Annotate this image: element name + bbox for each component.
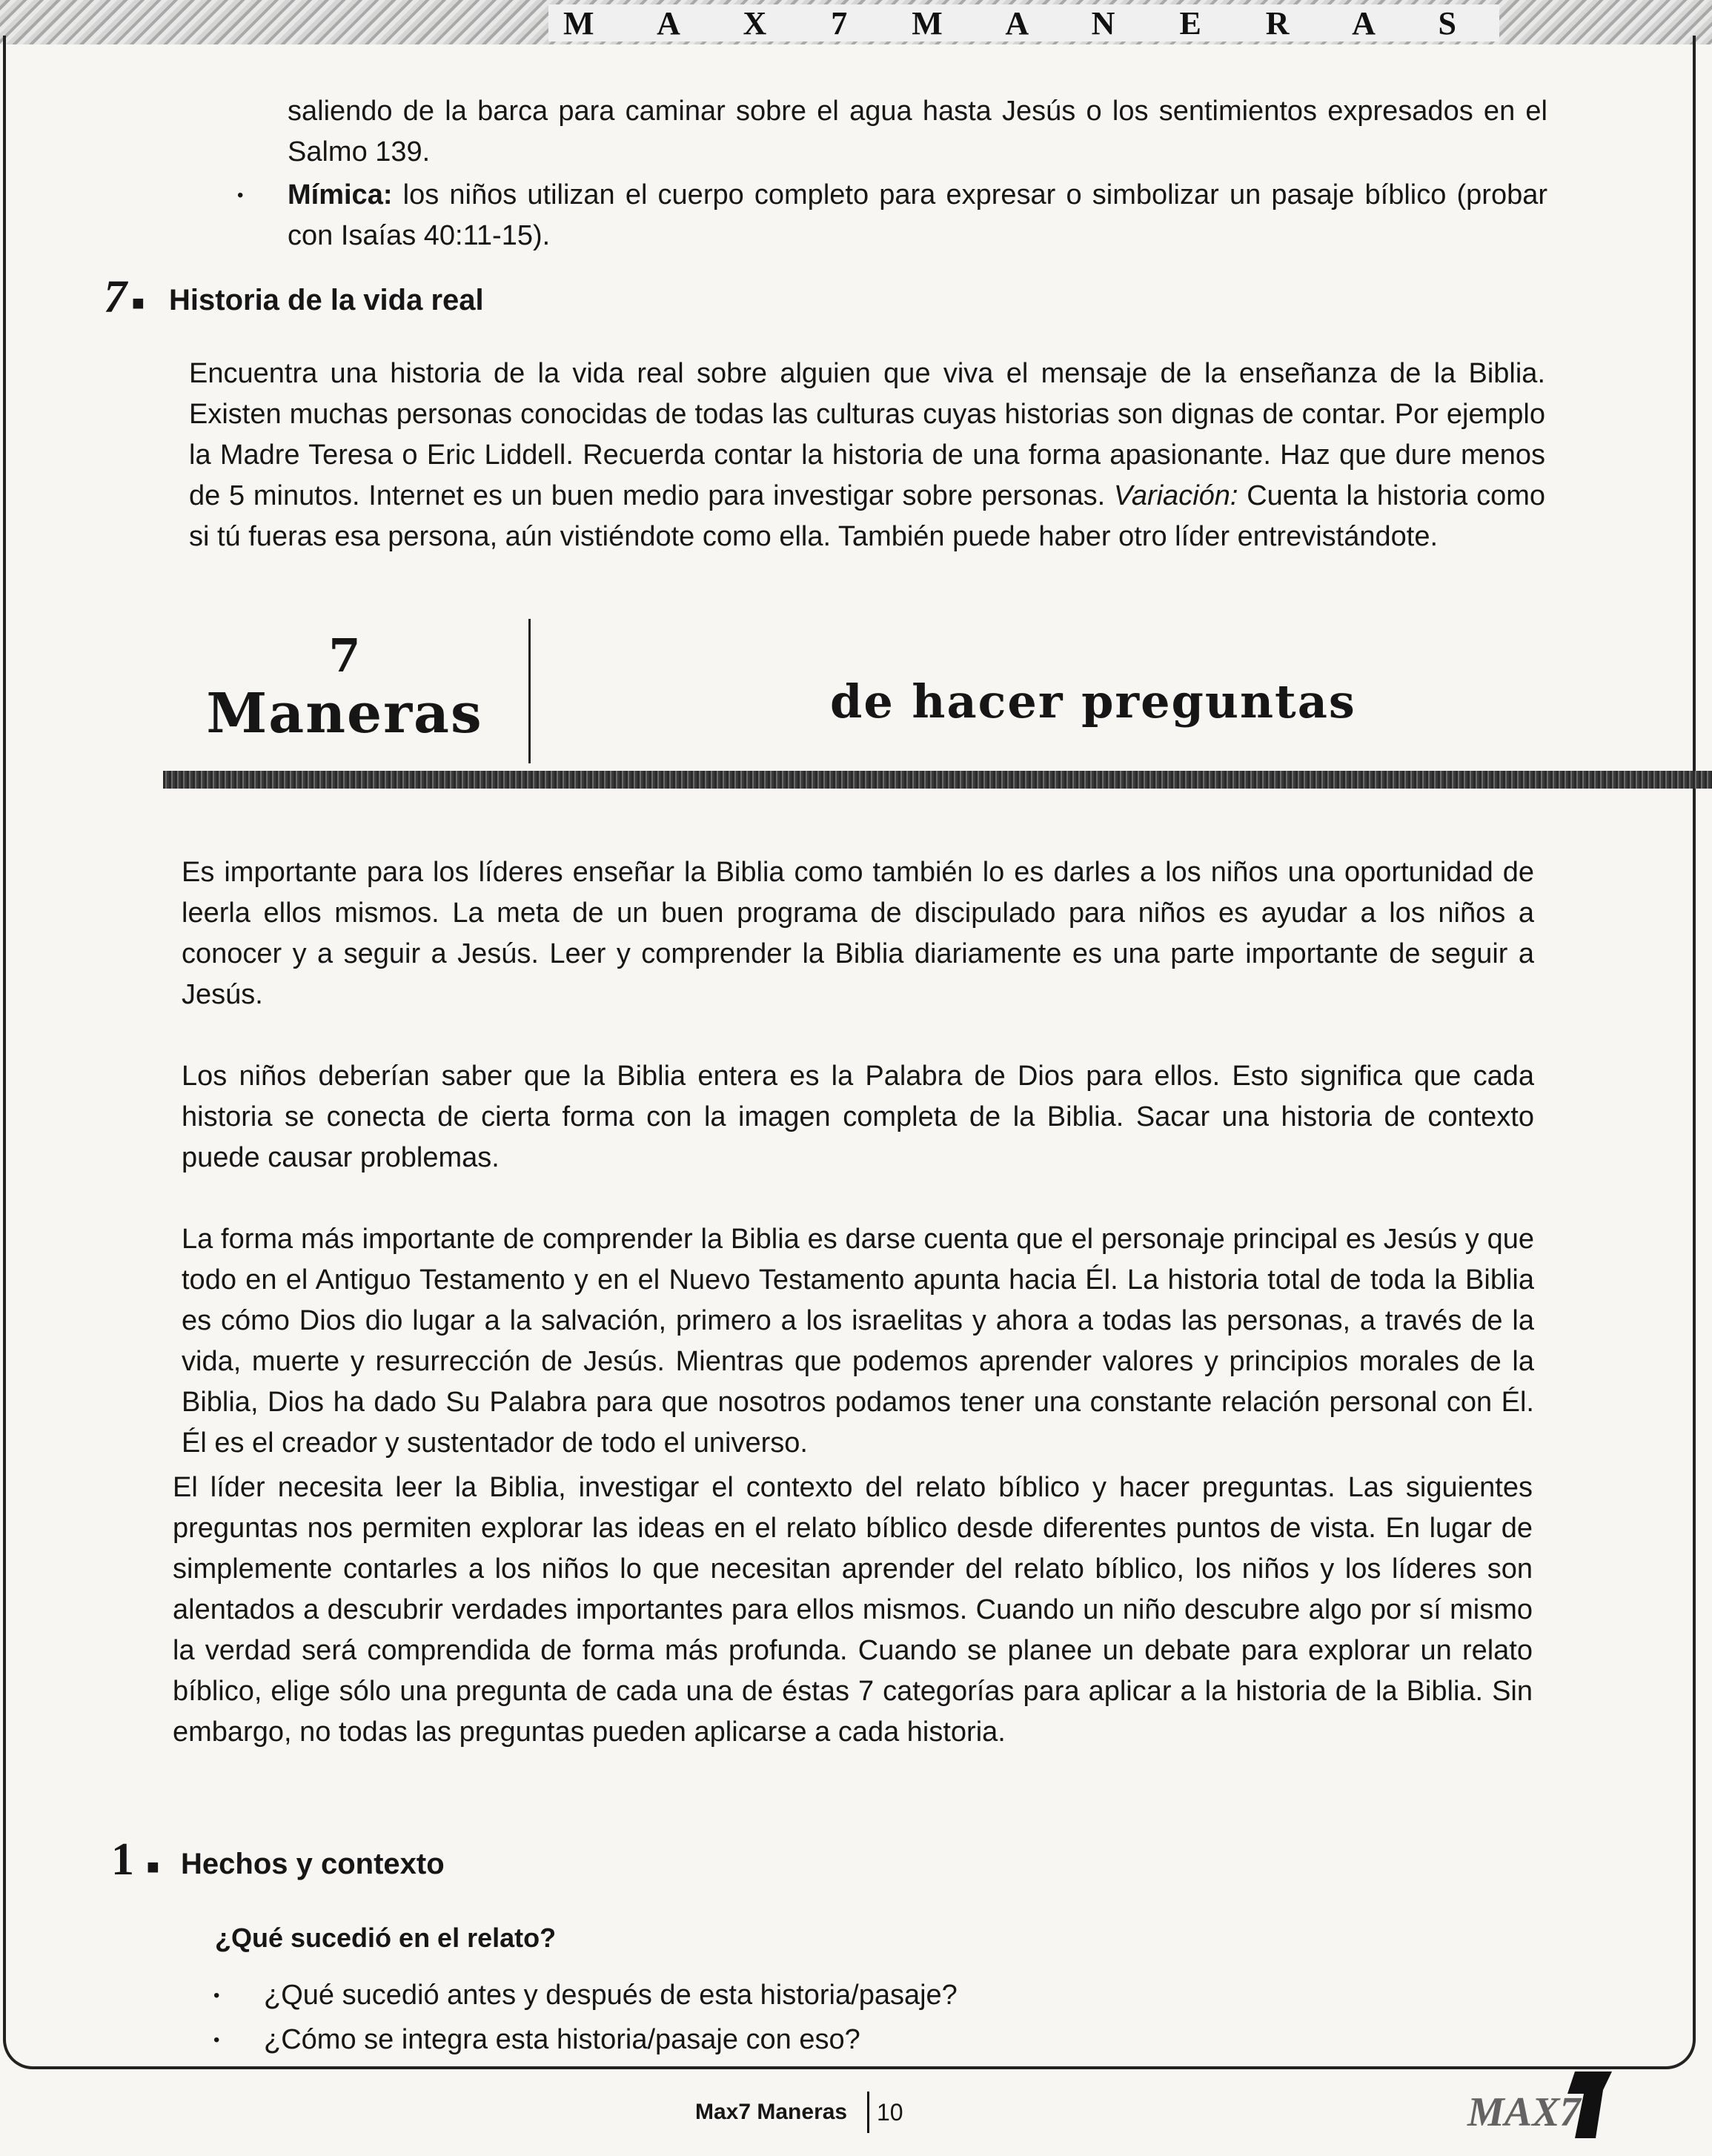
footer-book-title: Max7 Maneras — [695, 2100, 848, 2124]
logo-text: MAX7 — [1467, 2089, 1581, 2135]
bullet-icon: • — [237, 185, 244, 205]
section-7-dot: ■ — [132, 291, 145, 314]
section-7-number: 7 — [104, 272, 127, 322]
section-1-title: Hechos y contexto — [181, 1848, 445, 1880]
paragraph: El líder necesita leer la Biblia, investigar el contexto del relato bíblico y hacer preguntas. Las siguientes preguntas nos permiten explorar las ideas en el relato bíblico desde diferentes puntos de vista. En lugar de simplemente contarles a los niños lo que necesitan aprender del relato bíblico, los niños y los líderes son alentados a descubrir verdades importantes para ellos mismos. Cuando un niño descubre algo por sí mismo la verdad será comprendida de forma más profunda. Cuando se planee un debate para explorar un relato bíblico, elige sólo una pregunta de cada una de éstas 7 categorías para aplicar a la historia de la Biblia. Sin embargo, no todas las preguntas pueden aplicarse a cada historia. — [173, 1472, 1533, 1748]
section-1-dot: ■ — [147, 1855, 159, 1878]
footer-divider — [867, 2092, 869, 2133]
list-item: ¿Cómo se integra esta historia/pasaje con eso? — [264, 2024, 860, 2055]
variation-label: Variación: — [1113, 480, 1238, 511]
main-paragraphs — [173, 852, 1534, 1748]
headline-word: Maneras — [206, 682, 483, 746]
list-item: ¿Qué sucedió antes y después de esta historia/pasaje? — [264, 1980, 958, 2011]
intro-continued-text — [288, 91, 1547, 173]
section-1-question: ¿Qué sucedió en el relato? — [215, 1923, 557, 1953]
mimica-bullet — [288, 175, 1547, 256]
intro-continued: saliendo de la barca para caminar sobre el agua hasta Jesús o los sentimientos expresados en el Salmo 139. — [288, 96, 1547, 167]
section-7-text-b: Cuenta la historia como si tú fueras esa persona, aún vistiéndote como ella. También puede haber otro líder entrevistándote. — [189, 480, 1545, 552]
banner-title: M A X 7 M A N E R A S — [548, 4, 1499, 42]
section-7-text-a: Encuentra una historia de la vida real sobre alguien que viva el mensaje de la enseñanza de la Biblia. Existen muchas personas conocidas de todas las culturas cuyas historias son dignas de contar. Por ejemplo la Madre Teresa o Eric Liddell. Recuerda contar la historia de una forma apasionante. Haz que dure menos de 5 minutos. Internet es un buen medio para investigar sobre personas. — [189, 358, 1545, 511]
paragraph: La forma más importante de comprender la Biblia es darse cuenta que el personaje principal es Jesús y que todo en el Antiguo Testamento y en el Nuevo Testamento apunta hacia Él. La historia total de toda la Biblia es cómo Dios dio lugar a la salvación, primero a los israelitas y ahora a todas las personas, a través de la vida, muerte y resurrección de Jesús. Mientras que podemos aprender valores y principios morales de la Biblia, Dios ha dado Su Palabra para que nosotros podamos tener una constante relación personal con Él. Él es el creador y sustentador de todo el universo. — [182, 1224, 1534, 1459]
paragraph: Los niños deberían saber que la Biblia entera es la Palabra de Dios para ellos. Esto significa que cada historia se conecta de cierta forma con la imagen completa de la Biblia. Sacar una historia de contexto puede causar problemas. — [182, 1061, 1534, 1173]
mimica-label: Mímica: — [288, 179, 393, 210]
bullet-icon: • — [213, 2030, 220, 2050]
page-number: 10 — [877, 2099, 903, 2126]
max7-logo — [1464, 2068, 1619, 2142]
section-7-text — [189, 354, 1545, 557]
headline-subtitle: de hacer preguntas — [830, 674, 1356, 729]
headline-divider — [528, 619, 531, 763]
section-1-number: 1 — [111, 1834, 134, 1885]
headline-number: 7 — [328, 628, 361, 683]
section-7-title: Historia de la vida real — [169, 284, 484, 316]
paragraph: Es importante para los líderes enseñar la Biblia como también lo es darles a los niños una oportunidad de leerla ellos mismos. La meta de un buen programa de discipulado para niños es ayudar a los niños a conocer y a seguir a Jesús. Leer y comprender la Biblia diariamente es una parte importante de seguir a Jesús. — [182, 857, 1534, 1010]
mimica-text: los niños utilizan el cuerpo completo para expresar o simbolizar un pasaje bíblico (probar con Isaías 40:11-15). — [288, 179, 1547, 251]
bullet-icon: • — [213, 1986, 220, 2006]
headline-left — [163, 630, 526, 778]
headline-rule — [163, 771, 1712, 789]
